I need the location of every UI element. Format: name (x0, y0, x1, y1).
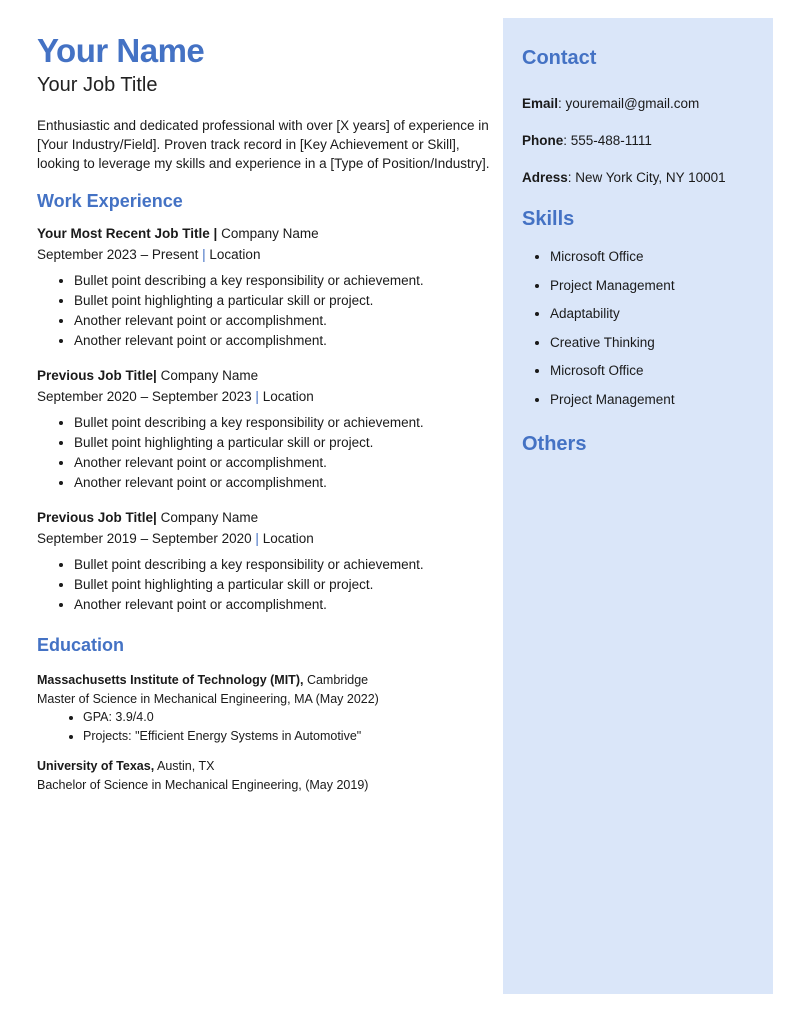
email-line (522, 94, 755, 113)
address-value: : New York City, NY 10001 (567, 170, 726, 185)
job-meta (37, 386, 497, 407)
list-item: • Bullet point describing a key responsibility or achievement. (74, 555, 497, 575)
education-bullets (37, 708, 497, 745)
job-bullets (37, 555, 497, 615)
address-line (522, 168, 755, 187)
job-entry (37, 507, 497, 615)
list-item: • GPA: 3.9/4.0 (83, 708, 497, 727)
list-item: • Bullet point highlighting a particular skill or project. (74, 291, 497, 311)
list-item: • Bullet point describing a key responsibility or achievement. (74, 271, 497, 291)
education-entry (37, 757, 497, 794)
job-meta (37, 244, 497, 265)
list-item: • Projects: "Efficient Energy Systems in Automotive" (83, 727, 497, 746)
phone-line (522, 131, 755, 150)
education-heading: Education (37, 635, 125, 655)
list-item: • Creative Thinking (550, 329, 755, 358)
address-label: Adress (522, 170, 568, 185)
separator: | (255, 389, 259, 404)
others-heading: Others (522, 433, 587, 455)
degree: Master of Science in Mechanical Engineering, MA (May 2022) (37, 691, 379, 706)
job-dates: September 2019 – September 2020 (37, 531, 252, 546)
job-dates: September 2023 – Present (37, 247, 199, 262)
school-name: Massachusetts Institute of Technology (MIT), (37, 673, 304, 687)
summary: Enthusiastic and dedicated professional with over [X years] of experience in [Your Industry/Field]. Proven track record in [Key Achievement or Skill], looking to leverage my skills and experience in a [Type of Position/Industry]. (37, 118, 490, 171)
separator: | (202, 247, 206, 262)
school-place: Cambridge (306, 673, 369, 687)
list-item: • Project Management (550, 272, 755, 301)
list-item: • Project Management (550, 386, 755, 415)
job-entry (37, 365, 497, 493)
list-item: • Microsoft Office (550, 243, 755, 272)
skills-list (522, 243, 755, 414)
list-item: • Another relevant point or accomplishment. (74, 473, 497, 493)
job-location: Location (262, 389, 314, 404)
job-location: Location (209, 247, 261, 262)
list-item: • Another relevant point or accomplishment. (74, 311, 497, 331)
list-item: • Adaptability (550, 300, 755, 329)
list-item: • Microsoft Office (550, 357, 755, 386)
job-header (37, 365, 497, 386)
resume-job-title: Your Job Title (37, 74, 158, 96)
education-entry (37, 671, 497, 745)
separator: | (255, 531, 259, 546)
job-bullets (37, 413, 497, 493)
school-name: University of Texas, (37, 759, 155, 773)
phone-value: : 555-488-1111 (563, 133, 652, 148)
degree: Bachelor of Science in Mechanical Engineering, (May 2019) (37, 777, 369, 792)
sidebar (503, 18, 773, 994)
job-dates: September 2020 – September 2023 (37, 389, 252, 404)
skills-heading: Skills (522, 208, 575, 230)
job-entry (37, 223, 497, 351)
job-header (37, 223, 497, 244)
job-location: Location (262, 531, 314, 546)
job-company: Company Name (221, 226, 319, 241)
list-item: • Bullet point highlighting a particular skill or project. (74, 575, 497, 595)
email-value: : youremail@gmail.com (558, 96, 700, 111)
job-header (37, 507, 497, 528)
job-meta (37, 528, 497, 549)
job-role: Previous Job Title| (37, 510, 157, 525)
list-item: • Bullet point describing a key responsibility or achievement. (74, 413, 497, 433)
phone-label: Phone (522, 133, 564, 148)
list-item: • Another relevant point or accomplishment. (74, 453, 497, 473)
job-bullets (37, 271, 497, 351)
job-company: Company Name (160, 510, 259, 525)
job-role: Previous Job Title| (37, 368, 157, 383)
school-line (37, 757, 497, 776)
job-role: Your Most Recent Job Title | (37, 226, 218, 241)
job-company: Company Name (160, 368, 259, 383)
contact-heading: Contact (522, 47, 597, 69)
resume-name: Your Name (37, 32, 205, 69)
list-item: • Another relevant point or accomplishment. (74, 331, 497, 351)
email-label: Email (522, 96, 559, 111)
main-column (37, 30, 497, 806)
list-item: • Another relevant point or accomplishment. (74, 595, 497, 615)
school-line (37, 671, 497, 690)
work-experience-heading: Work Experience (37, 191, 183, 211)
list-item: • Bullet point highlighting a particular skill or project. (74, 433, 497, 453)
school-place: Austin, TX (156, 759, 215, 773)
